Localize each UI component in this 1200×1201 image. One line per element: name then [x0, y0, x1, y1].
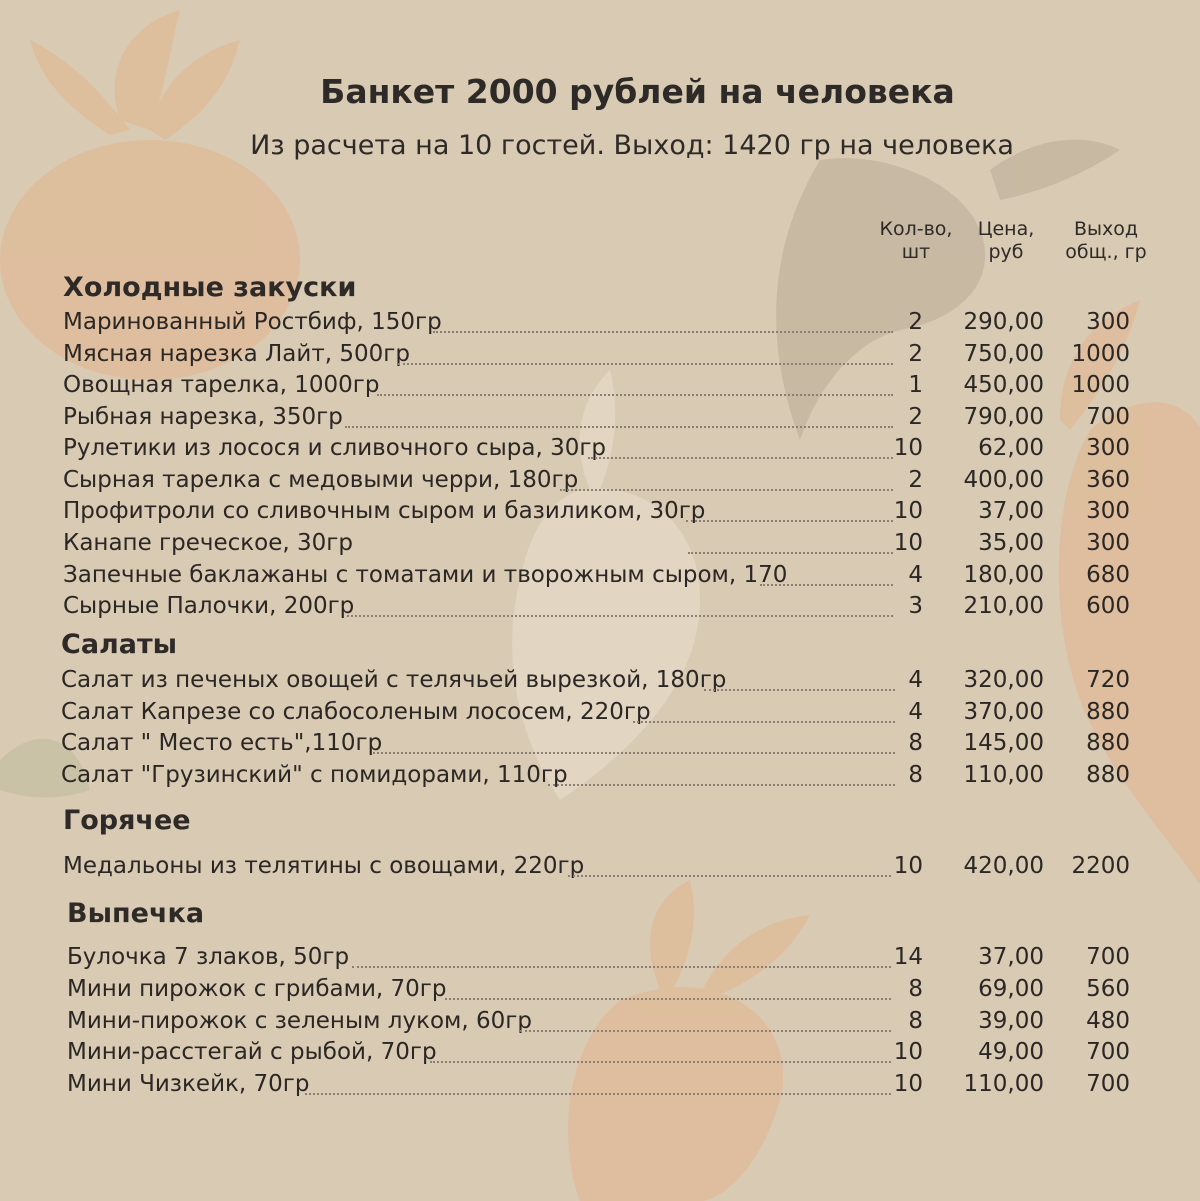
menu-row: [0, 402, 1200, 433]
item-name: Медальоны из телятины с овощами, 220гр: [63, 853, 585, 879]
item-price: 290,00: [963, 309, 1044, 335]
menu-row: [0, 496, 1200, 527]
item-price: 750,00: [963, 341, 1044, 367]
item-name: Мини пирожок с грибами, 70гр: [67, 976, 447, 1002]
item-name: Салат из печеных овощей с телячьей вырезкой, 180гр: [61, 667, 727, 693]
menu-row: [0, 433, 1200, 464]
dot-leader: [305, 1093, 891, 1095]
item-yield: 2200: [1071, 853, 1130, 879]
menu-row: [0, 307, 1200, 338]
item-qty: 2: [908, 341, 923, 367]
menu-row: [0, 560, 1200, 591]
menu-row: [0, 465, 1200, 496]
item-name: Мини-расстегай с рыбой, 70гр: [67, 1039, 437, 1065]
item-yield: 880: [1086, 762, 1130, 788]
item-name: Мини-пирожок с зеленым луком, 60гр: [67, 1008, 532, 1034]
item-name: Сырная тарелка с медовыми черри, 180гр: [63, 467, 579, 493]
item-qty: 10: [893, 498, 923, 524]
item-yield: 1000: [1071, 372, 1130, 398]
section-title-hot-dishes: Горячее: [63, 805, 191, 836]
dot-leader: [520, 1030, 891, 1032]
page-title: Банкет 2000 рублей на человека: [320, 72, 955, 111]
item-price: 110,00: [963, 1071, 1044, 1097]
item-name: Булочка 7 злаков, 50гр: [67, 944, 350, 970]
item-yield: 720: [1086, 667, 1130, 693]
item-qty: 10: [893, 1071, 923, 1097]
item-yield: 700: [1086, 944, 1130, 970]
item-yield: 680: [1086, 562, 1130, 588]
item-price: 400,00: [963, 467, 1044, 493]
item-name: Салат "Грузинский" с помидорами, 110гр: [61, 762, 568, 788]
item-name: Салат Капрезе со слабосоленым лососем, 220гр: [61, 699, 651, 725]
item-qty: 10: [893, 1039, 923, 1065]
item-price: 39,00: [978, 1008, 1044, 1034]
item-price: 62,00: [978, 435, 1044, 461]
item-qty: 10: [893, 853, 923, 879]
item-yield: 300: [1086, 498, 1130, 524]
menu-row: [0, 1006, 1200, 1037]
item-yield: 360: [1086, 467, 1130, 493]
item-price: 180,00: [963, 562, 1044, 588]
item-yield: 700: [1086, 1071, 1130, 1097]
item-name: Запечные баклажаны с томатами и творожным сыром, 170: [63, 562, 788, 588]
item-qty: 2: [908, 467, 923, 493]
item-price: 320,00: [963, 667, 1044, 693]
menu-row: [0, 851, 1200, 882]
item-qty: 8: [908, 762, 923, 788]
item-price: 145,00: [963, 730, 1044, 756]
item-qty: 10: [893, 530, 923, 556]
menu-row: [0, 697, 1200, 728]
dot-leader: [433, 331, 893, 333]
menu-row: [0, 760, 1200, 791]
item-yield: 300: [1086, 435, 1130, 461]
menu-row: [0, 1037, 1200, 1068]
menu-row: [0, 591, 1200, 622]
item-qty: 14: [893, 944, 923, 970]
item-yield: 1000: [1071, 341, 1130, 367]
item-price: 37,00: [978, 944, 1044, 970]
item-name: Рулетики из лосося и сливочного сыра, 30гр: [63, 435, 607, 461]
item-name: Овощная тарелка, 1000гр: [63, 372, 380, 398]
item-qty: 3: [908, 593, 923, 619]
dot-leader: [430, 1061, 891, 1063]
item-name: Мясная нарезка Лайт, 500гр: [63, 341, 410, 367]
item-qty: 8: [908, 976, 923, 1002]
item-price: 450,00: [963, 372, 1044, 398]
item-name: Маринованный Ростбиф, 150гр: [63, 309, 442, 335]
item-name: Канапе греческое, 30гр: [63, 530, 353, 556]
item-price: 110,00: [963, 762, 1044, 788]
item-price: 370,00: [963, 699, 1044, 725]
item-qty: 10: [893, 435, 923, 461]
dot-leader: [588, 457, 893, 459]
menu-row: [0, 370, 1200, 401]
item-qty: 1: [908, 372, 923, 398]
menu-row: [0, 942, 1200, 973]
item-qty: 2: [908, 309, 923, 335]
item-price: 420,00: [963, 853, 1044, 879]
item-yield: 700: [1086, 1039, 1130, 1065]
item-yield: 700: [1086, 404, 1130, 430]
item-yield: 560: [1086, 976, 1130, 1002]
item-qty: 4: [908, 667, 923, 693]
item-name: Мини Чизкейк, 70гр: [67, 1071, 310, 1097]
dot-leader: [373, 752, 895, 754]
dot-leader: [445, 998, 891, 1000]
item-price: 210,00: [963, 593, 1044, 619]
dot-leader: [347, 615, 893, 617]
section-title-cold-appetizers: Холодные закуски: [63, 272, 357, 303]
dot-leader: [345, 426, 893, 428]
item-name: Рыбная нарезка, 350гр: [63, 404, 343, 430]
item-name: Профитроли со сливочным сыром и базиликом, 30гр: [63, 498, 706, 524]
dot-leader: [377, 394, 893, 396]
item-qty: 4: [908, 699, 923, 725]
column-header-yield: Выход общ., гр: [1065, 218, 1147, 263]
dot-leader: [548, 784, 895, 786]
item-qty: 8: [908, 730, 923, 756]
item-name: Сырные Палочки, 200гр: [63, 593, 355, 619]
item-yield: 300: [1086, 530, 1130, 556]
menu-row: [0, 974, 1200, 1005]
dot-leader: [568, 875, 891, 877]
item-name: Салат " Место есть",110гр: [61, 730, 383, 756]
dot-leader: [560, 489, 893, 491]
item-yield: 880: [1086, 699, 1130, 725]
item-yield: 480: [1086, 1008, 1130, 1034]
menu-row: [0, 665, 1200, 696]
menu-row: [0, 728, 1200, 759]
column-header-price: Цена, руб: [977, 218, 1035, 263]
column-header-qty: Кол-во, шт: [879, 218, 953, 263]
dot-leader: [352, 966, 891, 968]
section-title-salads: Салаты: [61, 629, 178, 660]
item-price: 69,00: [978, 976, 1044, 1002]
item-yield: 300: [1086, 309, 1130, 335]
section-title-pastry: Выпечка: [67, 898, 205, 929]
item-yield: 600: [1086, 593, 1130, 619]
item-price: 49,00: [978, 1039, 1044, 1065]
item-qty: 4: [908, 562, 923, 588]
item-price: 790,00: [963, 404, 1044, 430]
item-price: 37,00: [978, 498, 1044, 524]
page-subtitle: Из расчета на 10 гостей. Выход: 1420 гр на человека: [250, 130, 1014, 161]
dot-leader: [398, 363, 893, 365]
item-qty: 2: [908, 404, 923, 430]
menu-row: [0, 1069, 1200, 1100]
dot-leader: [633, 721, 895, 723]
item-yield: 880: [1086, 730, 1130, 756]
item-qty: 8: [908, 1008, 923, 1034]
item-price: 35,00: [978, 530, 1044, 556]
menu-row: [0, 528, 1200, 559]
menu-row: [0, 339, 1200, 370]
